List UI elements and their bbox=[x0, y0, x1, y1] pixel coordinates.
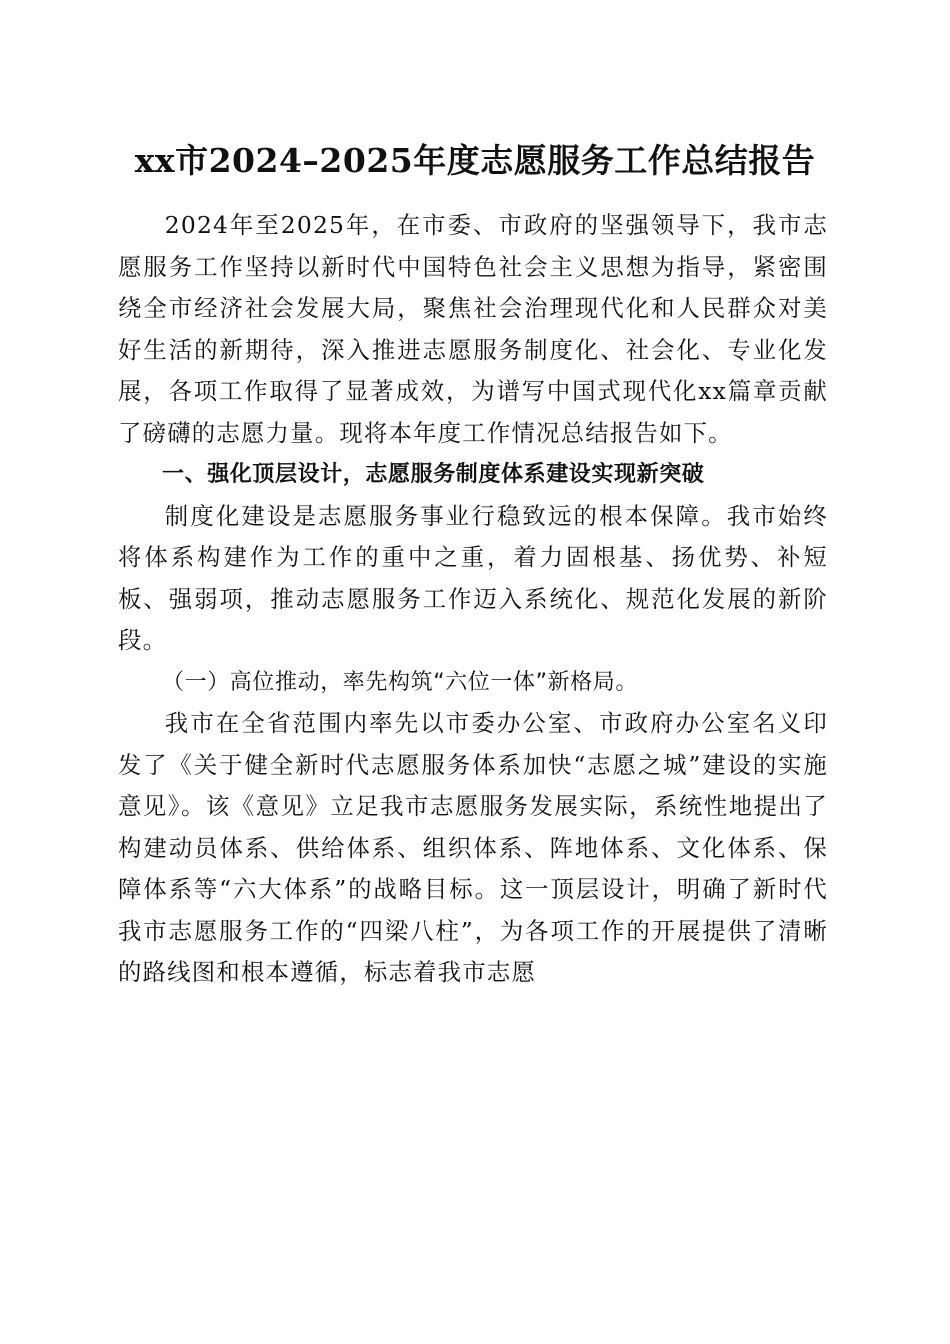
subsection-1-paragraph: 我市在全省范围内率先以市委办公室、市政府办公室名义印发了《关于健全新时代志愿服务体系加快“志愿之城”建设的实施意见》。该《意见》立足我市志愿服务发展实际，系统性地提出了构建动员体系、供给体系、组织体系、阵地体系、文化体系、保障体系等“六大体系”的战略目标。这一顶层设计，明确了新时代我市志愿服务工作的“四梁八柱”，为各项工作的开展提供了清晰的路线图和根本遵循，标志着我市志愿 bbox=[118, 709, 828, 986]
document-body bbox=[118, 205, 828, 994]
section-heading-1: 一、强化顶层设计，志愿服务制度体系建设实现新突破 bbox=[162, 462, 705, 487]
section-1-paragraph: 制度化建设是志愿服务事业行稳致远的根本保障。我市始终将体系构建作为工作的重中之重，着力固根基、扬优势、补短板、强弱项，推动志愿服务工作迈入系统化、规范化发展的新阶段。 bbox=[118, 501, 828, 654]
subsection-heading-1: （一）高位推动，率先构筑“六位一体”新格局。 bbox=[162, 669, 638, 695]
intro-paragraph: 2024年至2025年，在市委、市政府的坚强领导下，我市志愿服务工作坚持以新时代中国特色社会主义思想为指导，紧密围绕全市经济社会发展大局，聚焦社会治理现代化和人民群众对美好生活的新期待，深入推进志愿服务制度化、社会化、专业化发展，各项工作取得了显著成效，为谱写中国式现代化xx篇章贡献了磅礴的志愿力量。现将本年度工作情况总结报告如下。 bbox=[118, 211, 828, 447]
document-title: xx市2024–2025年度志愿服务工作总结报告 bbox=[134, 141, 816, 180]
